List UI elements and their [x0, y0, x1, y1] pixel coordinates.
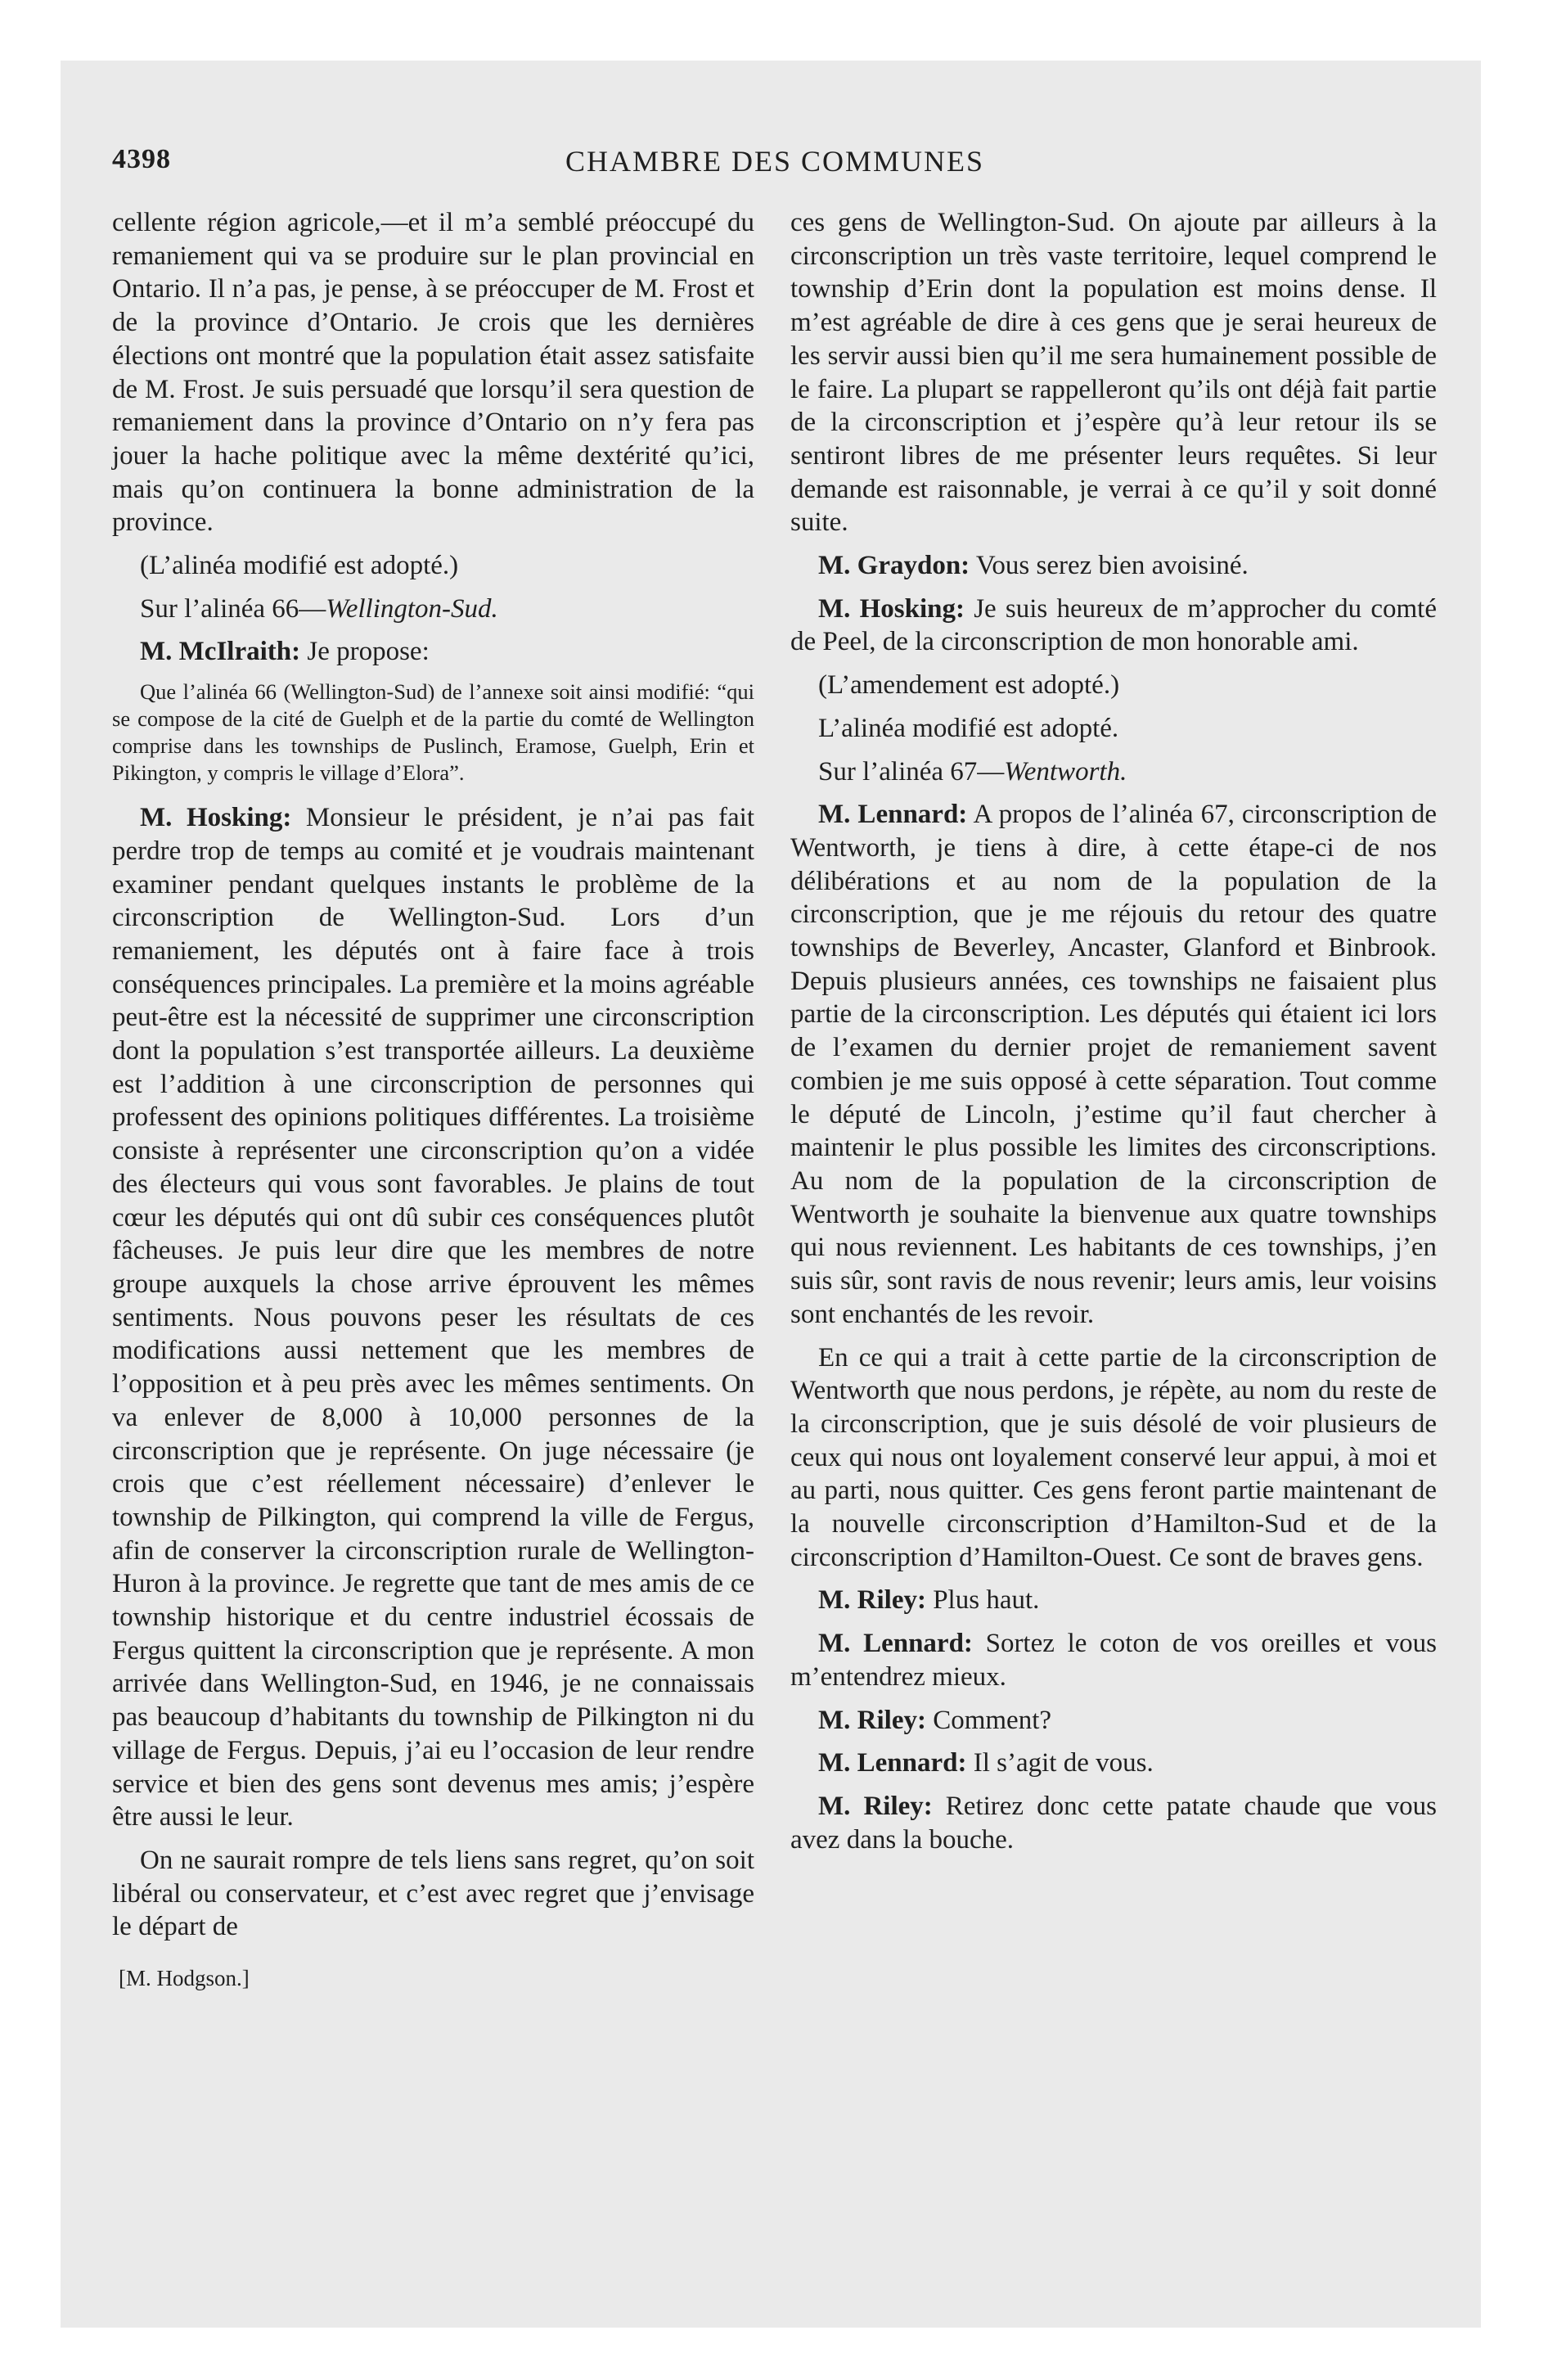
- running-head: CHAMBRE DES COMMUNES: [565, 145, 985, 178]
- left-column: [112, 206, 754, 1995]
- speech-text: Je suis heureux de m’approcher du comté de Peel, de la circonscription de mon honorable ami.: [790, 593, 1437, 657]
- speech: [790, 593, 1437, 659]
- speech: [790, 798, 1437, 1331]
- speech: [790, 1584, 1437, 1617]
- italic-text: Wellington-Sud.: [326, 593, 498, 624]
- paragraph: (L’amendement est adopté.): [818, 670, 1120, 701]
- motion-text: Que l’alinéa 66 (Wellington-Sud) de l’annexe soit ainsi modifié: “qui se compose de la cité de Guelph et de la partie du comté de Wellington comprise dans les townships de Puslinch, Eramose, Guelph, Erin et Pikington, y compris le village d’Elora”.: [112, 679, 754, 786]
- paragraph: [112, 593, 754, 626]
- speech: [790, 1627, 1437, 1693]
- speech: [790, 1704, 1437, 1738]
- right-column: [790, 206, 1437, 1866]
- speaker-name: M. Graydon:: [818, 551, 970, 581]
- speaker-name: M. Riley:: [818, 1585, 926, 1616]
- speaker-name: M. Hosking:: [140, 803, 292, 833]
- speech: [112, 801, 754, 1834]
- speech: [790, 1790, 1437, 1856]
- speech-text: A propos de l’alinéa 67, circonscription de Wentworth, je tiens à dire, à cette étape-ci de nos délibérations et au nom de la population de la circonscription, que je me réjouis du retour des quatre townships de Beverley, Ancaster, Glanford et Binbrook. Depuis plusieurs années, ces townships ne faisaient plus partie de la circonscription. Les députés qui étaient ici lors de l’examen du dernier projet de remaniement savent combien je me suis opposé à cette séparation. Tout comme le député de Lincoln, j’estime qu’il faut chercher à maintenir le plus possible les limites des circonscriptions. Au nom de la population de la circonscription de Wentworth je souhaite la bienvenue aux quatre townships qui nous reviennent. Les habitants de ces townships, j’en suis sûr, sont ravis de nous revenir; leurs amis, leur voisins sont enchantés de les revoir.: [790, 800, 1438, 1329]
- paragraph: On ne saurait rompre de tels liens sans regret, qu’on soit libéral ou conservateur, et c’est avec regret que j’envisage le départ de: [112, 1845, 754, 1942]
- text: Sur l’alinéa 66—: [140, 593, 326, 624]
- speech: [790, 1747, 1437, 1780]
- speech-text: Sortez le coton de vos oreilles et vous m’entendrez mieux.: [790, 1629, 1437, 1692]
- speech-text: Monsieur le président, je n’ai pas fait perdre trop de temps au comité et je voudrais maintenant examiner pendant quelques instants le problème de la circonscription de Wellington-Sud. Lors d’un remaniement, les députés ont à faire face à trois conséquences principales. La première et la moins agréable peut-être est la nécessité de supprimer une circonscription dont la population s’est transportée ailleurs. La deuxième est l’addition à une circonscription de personnes qui professent des opinions politiques différentes. La troisième consiste à représenter une circonscription qu’on a vidée des électeurs qui vous sont favorables. Je plains de tout cœur les députés qui ont dû subir ces conséquences plutôt fâcheuses. Je puis leur dire que les membres de notre groupe auxquels la chose arrive éprouvent les mêmes sentiments. Nous pouvons peser les résultats de ces modifications aussi nettement que les membres de l’opposition et à peu près avec les mêmes sentiments. On va enlever de 8,000 à 10,000 personnes de la circonscription que je représente. On juge nécessaire (je crois que c’est réellement nécessaire) d’enlever le township de Pilkington, qui comprend la ville de Fergus, afin de conserver la circonscription rurale de Wellington-Huron à la province. Je regrette que tant de mes amis de ce township historique et du centre industriel écossais de Fergus quittent la circonscription que je représente. A mon arrivée dans Wellington-Sud, en 1946, je ne connaissais pas beaucoup d’habitants du township de Pilkington ni du village de Fergus. Depuis, j’ai eu l’occasion de leur rendre service et bien des gens sont devenus mes amis; j’espère être aussi le leur.: [112, 803, 754, 1832]
- speaker-name: M. Riley:: [818, 1791, 933, 1821]
- speech-text: Retirez donc cette patate chaude que vous avez dans la bouche.: [790, 1791, 1437, 1855]
- paragraph: cellente région agricole,—et il m’a semblé préoccupé du remaniement qui va se produire sur le plan provincial en Ontario. Il n’a pas, je pense, à se préoccuper de M. Frost et de la province d’Ontario. Je crois que les dernières élections ont montré que la population était assez satisfaite de M. Frost. Je suis persuadé que lorsqu’il sera question de remaniement dans la province d’Ontario on n’y fera pas jouer la hache politique avec la même dextérité qu’ici, mais qu’on continuera la bonne administration de la province.: [112, 208, 754, 538]
- speech-text: Il s’agit de vous.: [966, 1748, 1154, 1778]
- speaker-name: M. Lennard:: [818, 800, 968, 830]
- page-header: [112, 139, 1438, 188]
- speech-text: Je propose:: [300, 637, 430, 667]
- speaker-name: M. McIlraith:: [140, 637, 301, 667]
- speaker-name: M. Hosking:: [818, 593, 965, 624]
- speech-text: Plus haut.: [925, 1585, 1040, 1616]
- italic-text: Wentworth.: [1004, 756, 1127, 787]
- speaker-name: M. Lennard:: [818, 1629, 973, 1659]
- paragraph: [790, 755, 1437, 789]
- speech-text: Comment?: [925, 1705, 1052, 1735]
- paragraph: En ce qui a trait à cette partie de la circonscription de Wentworth que nous perdons, je répète, au nom du reste de la circonscription, que je suis désolé de voir plusieurs de ceux qui nous ont loyalement conservé leur appui, à moi et au parti, nous quitter. Ces gens feront partie maintenant de la nouvelle circonscription d’Hamilton-Sud et de la circonscription d’Hamilton-Ouest. Ce sont de braves gens.: [790, 1342, 1437, 1572]
- footer-note: [M. Hodgson.]: [119, 1966, 250, 1991]
- paragraph: ces gens de Wellington-Sud. On ajoute par ailleurs à la circonscription un très vaste territoire, lequel comprend le township d’Erin dont la population est moins dense. Il m’est agréable de dire à ces gens que je serai heureux de les servir aussi bien qu’il me sera humainement possible de le faire. La plupart se rappelleront qu’ils ont déjà fait partie de la circonscription et j’espère qu’à leur retour ils se sentiront libres de me présenter leurs requêtes. Si leur demande est raisonnable, je verrai à ce qu’il y soit donné suite.: [790, 208, 1437, 538]
- text: Sur l’alinéa 67—: [818, 756, 1005, 787]
- speech: [790, 549, 1437, 583]
- speech-text: Vous serez bien avoisiné.: [970, 551, 1249, 581]
- speaker-name: M. Riley:: [818, 1705, 926, 1735]
- paragraph: (L’alinéa modifié est adopté.): [140, 551, 459, 581]
- speech: [112, 635, 754, 669]
- page-number: 4398: [112, 144, 171, 174]
- speaker-name: M. Lennard:: [818, 1748, 967, 1778]
- paragraph: L’alinéa modifié est adopté.: [818, 713, 1119, 743]
